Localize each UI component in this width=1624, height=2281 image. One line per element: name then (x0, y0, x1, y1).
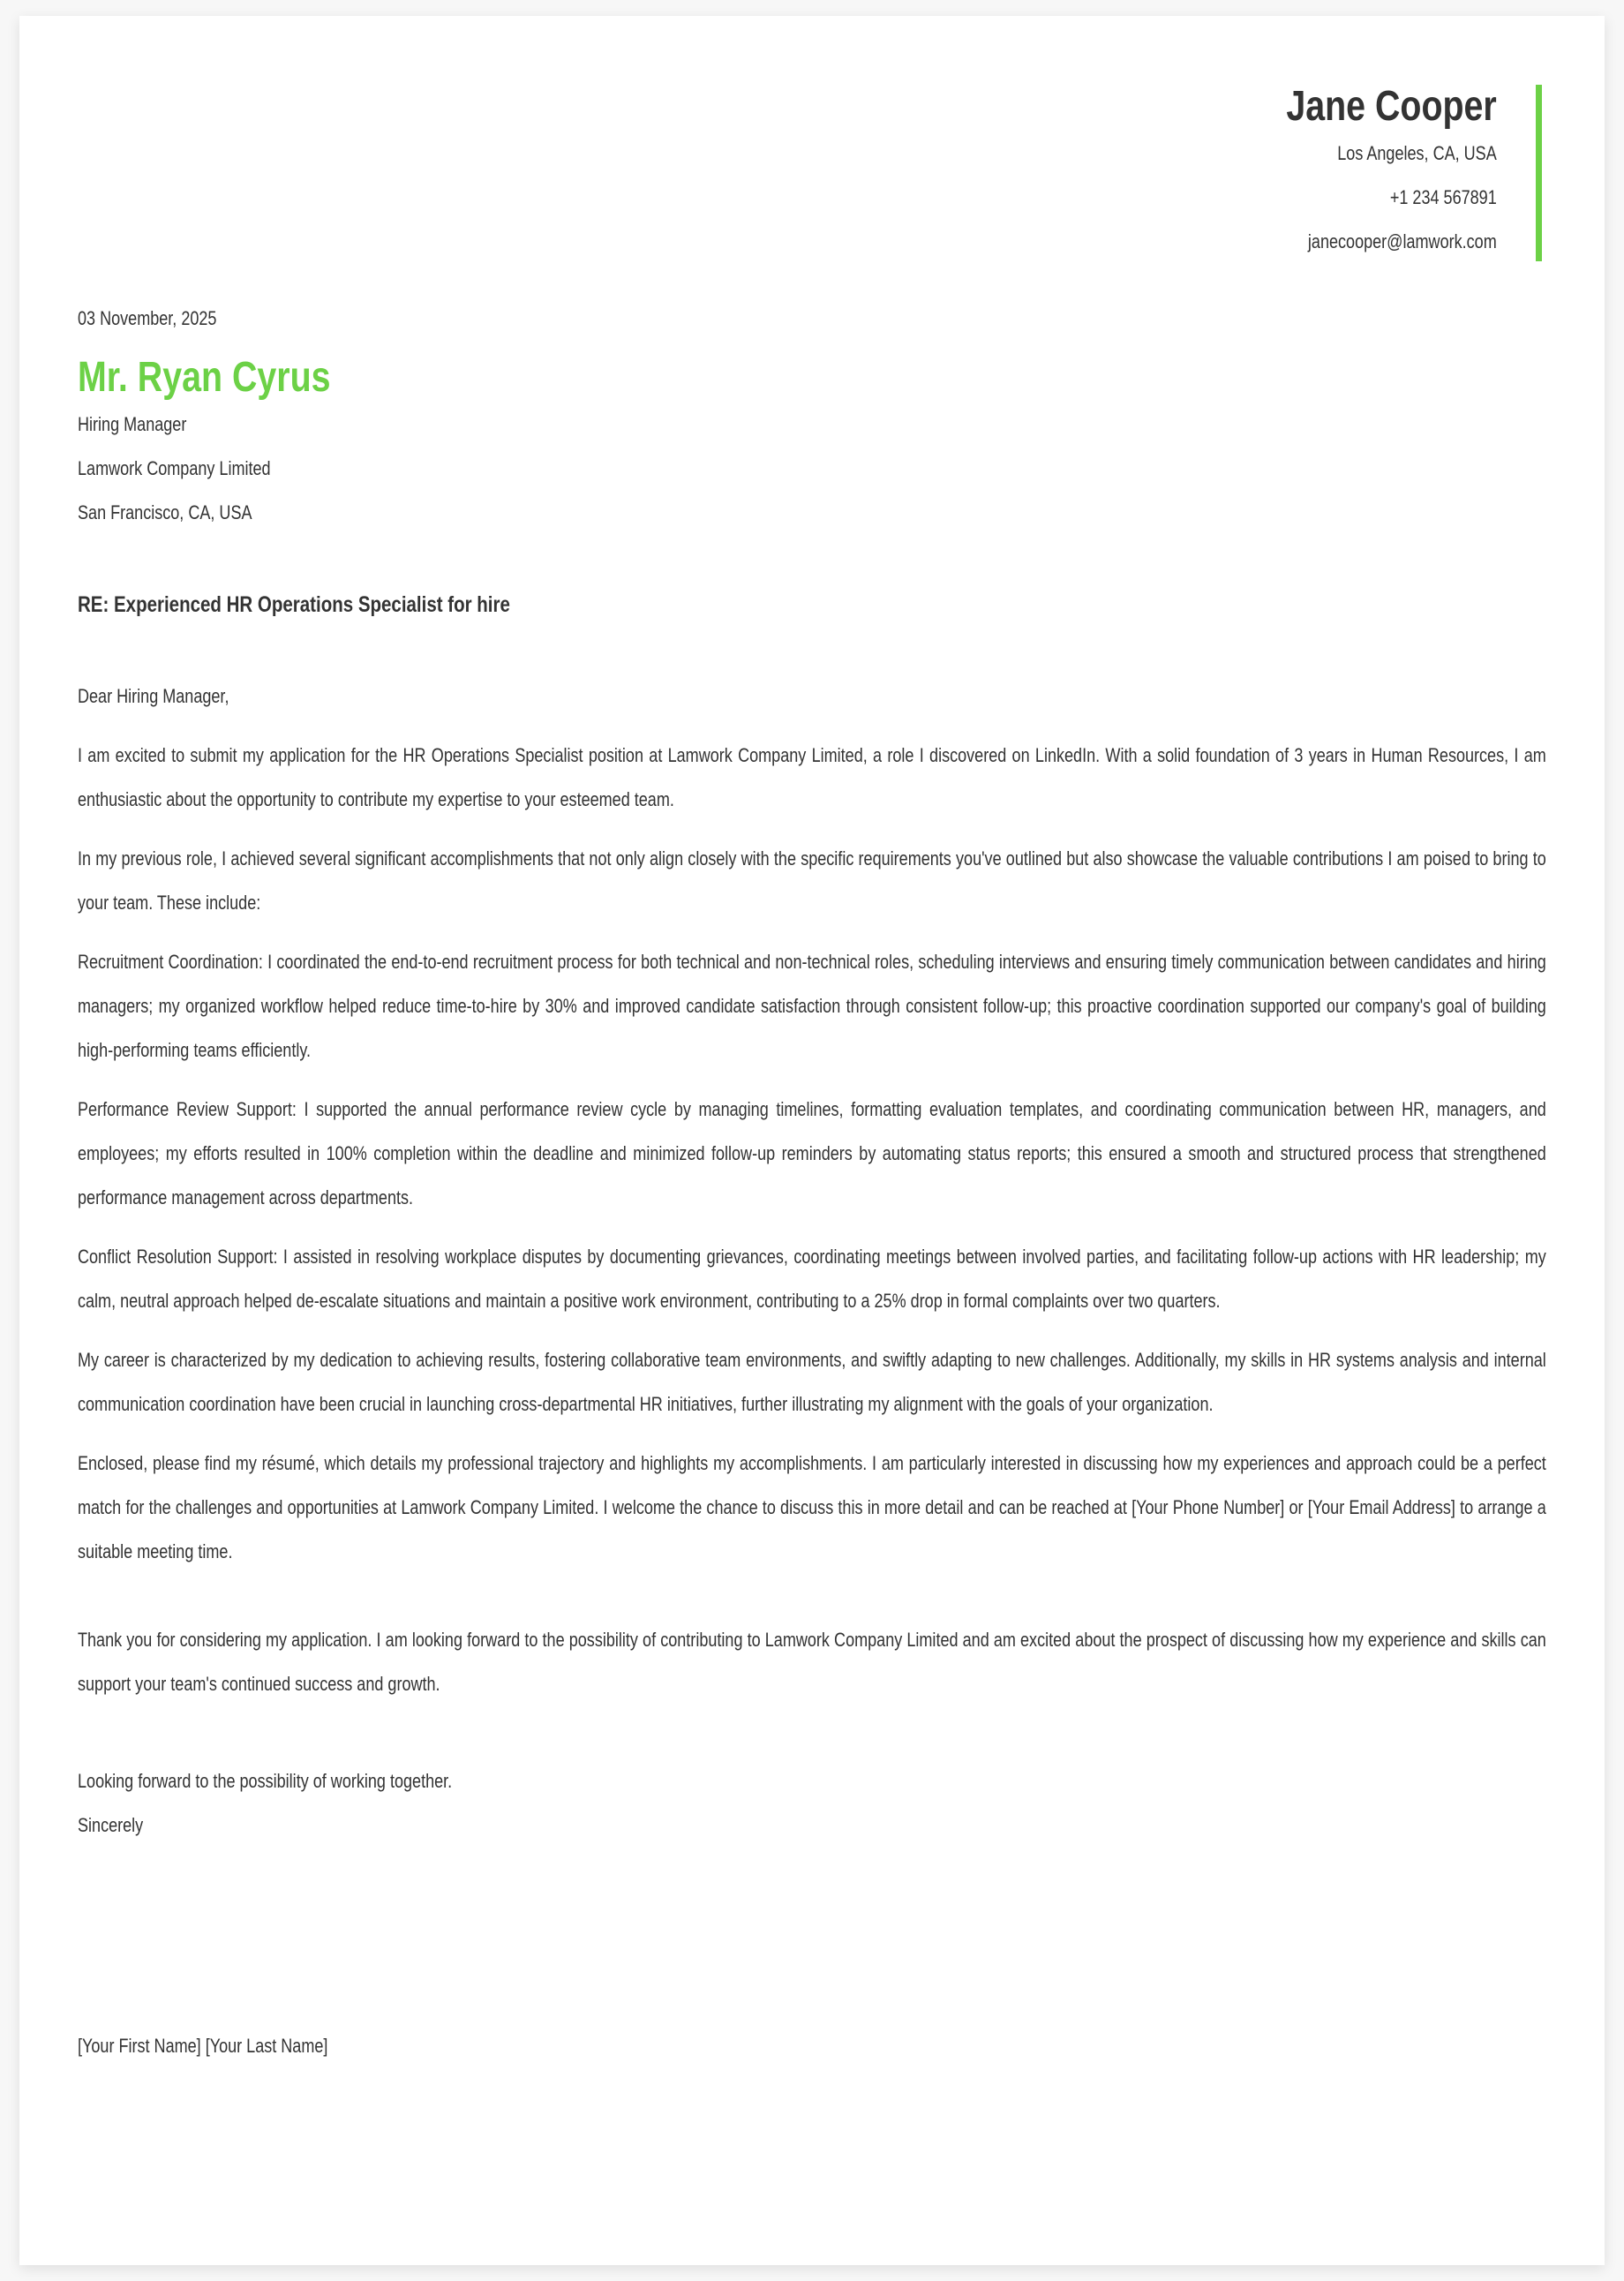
paragraph: I am excited to submit my application for the HR Operations Specialist position at Lamwork Company Limited, a role I discovered on LinkedIn. With a solid foundation of 3 years in Human Resources, I am enthusiastic about the opportunity to contribute my expertise to your esteemed team. (78, 744, 1546, 810)
closing-line: Looking forward to the possibility of working together. (78, 1770, 453, 1792)
signature: [Your First Name] [Your Last Name] (78, 2035, 328, 2057)
letter-body (78, 297, 1624, 2068)
paragraph: My career is characterized by my dedication to achieving results, fostering collaborative team environments, and swiftly adapting to new challenges. Additionally, my skills in HR systems analysis and internal communication coordination have been crucial in launching cross-departmental HR initiatives, further illustrating my alignment with the goals of your organization. (78, 1349, 1546, 1415)
paragraph: Enclosed, please find my résumé, which details my professional trajectory and highlights my accomplishments. I am particularly interested in discussing how my experiences and approach could be a perfect match for the challenges and opportunities at Lamwork Company Limited. I welcome the chance to discuss this in more detail and can be reached at [Your Phone Number] or [Your Email Address] to arrange a suitable meeting time. (78, 1452, 1546, 1562)
recipient-company: Lamwork Company Limited (78, 457, 271, 479)
paragraph: Recruitment Coordination: I coordinated the end-to-end recruitment process for both technical and non-technical roles, scheduling interviews and ensuring timely communication between candidates and hiring managers; my organized workflow helped reduce time-to-hire by 30% and improved candidate satisfaction through consistent follow-up; this proactive coordination supported our company's goal of building high-performing teams efficiently. (78, 951, 1546, 1061)
recipient-name: Mr. Ryan Cyrus (78, 354, 331, 401)
sender-email: janecooper@lamwork.com (1308, 230, 1497, 252)
paragraph: In my previous role, I achieved several significant accomplishments that not only align closely with the specific requirements you've outlined but also showcase the valuable contributions I am poised to bring to your team. These include: (78, 847, 1546, 914)
sender-location: Los Angeles, CA, USA (1337, 142, 1497, 164)
signoff: Sincerely (78, 1814, 144, 1836)
recipient-title: Hiring Manager (78, 413, 187, 435)
salutation: Dear Hiring Manager, (78, 685, 229, 707)
thanks-paragraph: Thank you for considering my application. I am looking forward to the possibility of contributing to Lamwork Company Limited and am excited about the prospect of discussing how my experience and skills can support your team's continued success and growth. (78, 1629, 1546, 1695)
sender-header (1240, 82, 1497, 264)
accent-bar (1536, 85, 1542, 261)
sender-name: Jane Cooper (1286, 83, 1497, 130)
paragraph: Performance Review Support: I supported the annual performance review cycle by managing timelines, formatting evaluation templates, and coordinating communication between HR, managers, and employees; my efforts resulted in 100% completion within the deadline and minimized follow-up reminders by automating status reports; this ensured a smooth and structured process that strengthened performance management across departments. (78, 1098, 1546, 1208)
subject-line: RE: Experienced HR Operations Specialist for hire (78, 592, 510, 617)
recipient-location: San Francisco, CA, USA (78, 501, 252, 523)
sender-phone: +1 234 567891 (1390, 186, 1497, 208)
cover-letter-page (19, 16, 1605, 2265)
letter-date: 03 November, 2025 (78, 307, 217, 329)
paragraph: Conflict Resolution Support: I assisted in resolving workplace disputes by documenting grievances, coordinating meetings between involved parties, and facilitating follow-up actions with HR leadership; my calm, neutral approach helped de-escalate situations and maintain a positive work environment, contributing to a 25% drop in formal complaints over two quarters. (78, 1246, 1546, 1312)
